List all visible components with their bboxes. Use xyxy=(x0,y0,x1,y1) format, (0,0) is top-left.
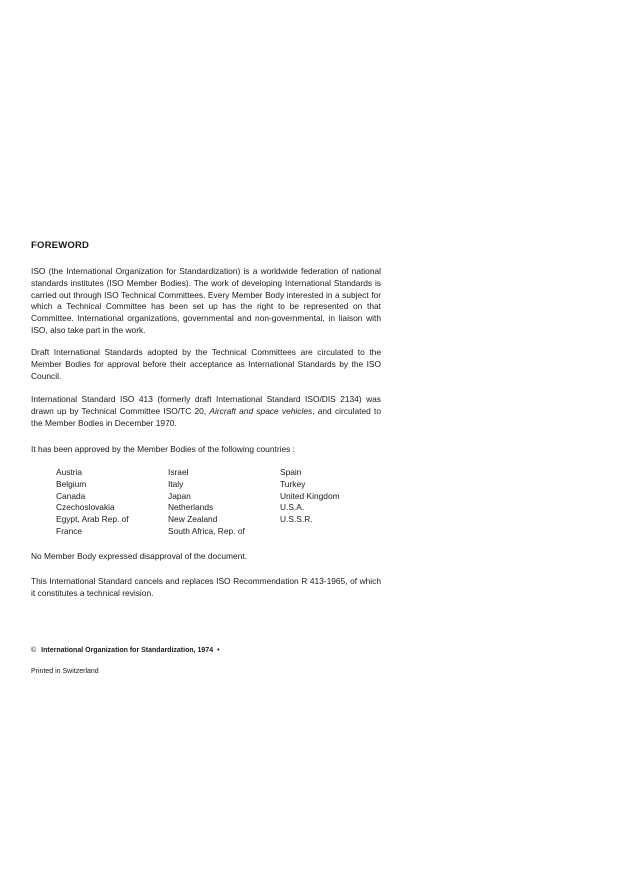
country-item: United Kingdom xyxy=(280,490,340,501)
country-item: Italy xyxy=(168,478,184,489)
foreword-paragraph-6: This International Standard cancels and replaces ISO Recommendation R 413-1965, of which it constitutes a technical revision. xyxy=(31,576,381,598)
paragraph-3-text-end: , and circulated to the Member Bodies in December 1970. xyxy=(31,405,382,428)
country-item: Netherlands xyxy=(168,502,214,513)
country-item: Turkey xyxy=(280,478,306,489)
country-item: Belgium xyxy=(56,478,87,489)
paragraph-3-text-start: International Standard ISO 413 (formerly draft International Standard ISO/DIS 2134) was drawn up by Technical Committee ISO/TC 20, xyxy=(31,394,381,416)
country-item: Austria xyxy=(56,467,83,477)
country-item: Egypt, Arab Rep. of xyxy=(56,514,129,525)
foreword-paragraph-3 xyxy=(31,394,381,429)
foreword-paragraph-4: It has been approved by the Member Bodies of the following countries : xyxy=(31,444,295,454)
country-item: U.S.A. xyxy=(280,502,305,513)
foreword-paragraph-1: ISO (the International Organization for Standardization) is a worldwide federation of national standards institutes (ISO Member Bodies). The work of developing International Standards is carried out through ISO Technical Committees. Every Member Body interested in a subject for which a Technical Committee has been set up has the right to be represented on that Committee. International organizations, governmental and non-governmental, in liaison with ISO, also take part in the work. xyxy=(31,266,381,335)
country-list xyxy=(56,467,356,538)
page-title: FOREWORD xyxy=(31,240,90,251)
committee-name: Aircraft and space vehicles xyxy=(209,405,313,416)
country-item: France xyxy=(56,525,83,536)
bullet-icon: • xyxy=(217,647,220,654)
country-item: New Zealand xyxy=(168,514,218,525)
country-item: Spain xyxy=(280,467,302,477)
country-item: Israel xyxy=(168,467,189,477)
copyright-text: International Organization for Standardization, 1974 xyxy=(41,647,214,654)
country-item: South Africa, Rep. of xyxy=(168,525,245,536)
foreword-paragraph-2: Draft International Standards adopted by the Technical Committees are circulated to the Member Bodies for approval before their acceptance as International Standards by the ISO Council. xyxy=(31,347,381,381)
country-item: Japan xyxy=(168,490,191,501)
printed-in-note: Printed in Switzerland xyxy=(31,668,99,675)
country-item: U.S.S.R. xyxy=(280,514,313,525)
copyright-icon: © xyxy=(31,647,37,654)
country-item: Czechoslovakia xyxy=(56,502,115,513)
copyright-notice xyxy=(31,647,220,654)
country-item: Canada xyxy=(56,490,86,501)
foreword-paragraph-5: No Member Body expressed disapproval of the document. xyxy=(31,551,248,561)
